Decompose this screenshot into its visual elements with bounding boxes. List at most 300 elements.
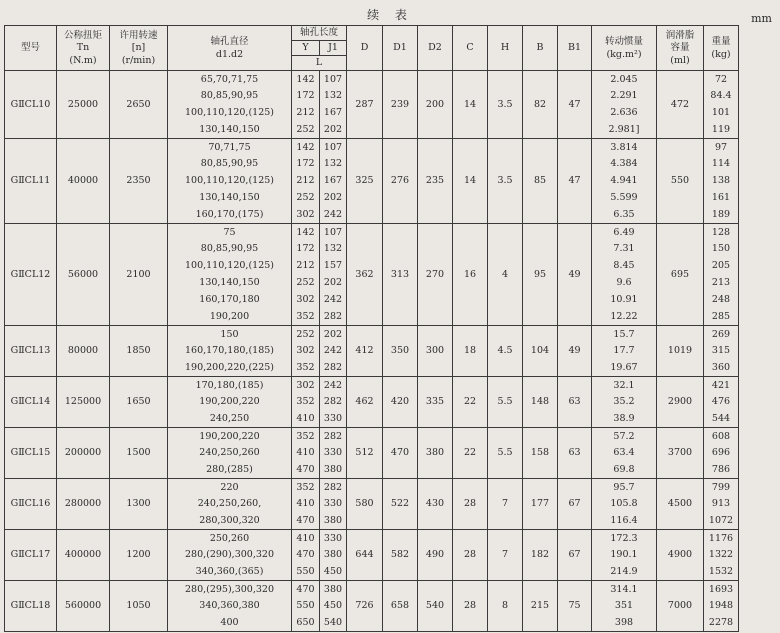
- cell-weight-line: 315: [711, 345, 731, 357]
- cell-y: [292, 428, 320, 479]
- cell-B: 215: [523, 581, 558, 632]
- header-length: 轴孔长度: [292, 26, 347, 41]
- cell-bore-line: 80,85,90,95: [200, 90, 259, 102]
- cell-inertia: [592, 530, 657, 581]
- header-D: D: [347, 26, 383, 71]
- cell-D: 362: [347, 224, 383, 326]
- cell-weight-line: 72: [714, 73, 728, 85]
- cell-H: 3.5: [488, 139, 523, 224]
- cell-y: [292, 581, 320, 632]
- cell-inertia-line: 214.9: [610, 565, 638, 577]
- cell-speed: 2350: [110, 139, 168, 224]
- cell-B1: 49: [558, 224, 592, 326]
- cell-B1: 63: [558, 377, 592, 428]
- cell-bore-line: 130,140,150: [199, 192, 260, 204]
- cell-j1-line: 282: [323, 430, 343, 442]
- cell-j1-line: 132: [323, 158, 343, 170]
- cell-weight-line: 205: [711, 260, 731, 272]
- cell-y-line: 252: [296, 277, 315, 289]
- cell-inertia: [592, 428, 657, 479]
- cell-D1: 470: [383, 428, 418, 479]
- cell-C: 14: [453, 139, 488, 224]
- cell-bore-line: 240,250,260: [199, 447, 260, 459]
- cell-weight-line: 119: [711, 123, 731, 135]
- cell-inertia-line: 314.1: [610, 583, 638, 595]
- cell-weight: [704, 377, 739, 428]
- cell-bore-line: 150: [220, 328, 239, 340]
- table-row: [5, 581, 739, 632]
- page-title: 续 表: [367, 8, 413, 22]
- cell-D1: 313: [383, 224, 418, 326]
- cell-y-line: 212: [296, 260, 315, 272]
- cell-H: 7: [488, 530, 523, 581]
- cell-y: [292, 326, 320, 377]
- cell-y-line: 302: [296, 345, 315, 357]
- cell-torque: 560000: [57, 581, 110, 632]
- cell-y-line: 352: [296, 396, 315, 408]
- cell-D1: 658: [383, 581, 418, 632]
- cell-D: 580: [347, 479, 383, 530]
- cell-D: 512: [347, 428, 383, 479]
- cell-H: 7: [488, 479, 523, 530]
- cell-model: GⅡCL17: [5, 530, 57, 581]
- header-torque: 公称扭矩 Tn (N.m): [57, 26, 110, 71]
- cell-B: 158: [523, 428, 558, 479]
- cell-y-line: 550: [296, 565, 315, 577]
- cell-B1: 67: [558, 530, 592, 581]
- cell-D2: 540: [418, 581, 453, 632]
- cell-B: 182: [523, 530, 558, 581]
- cell-j1-line: 380: [323, 549, 343, 561]
- cell-weight-line: 138: [711, 175, 731, 187]
- cell-speed: 1500: [110, 428, 168, 479]
- cell-bore: [168, 377, 292, 428]
- table-row: [5, 377, 739, 428]
- cell-inertia: [592, 479, 657, 530]
- cell-weight: [704, 139, 739, 224]
- table-row: [5, 428, 739, 479]
- cell-y-line: 352: [296, 430, 315, 442]
- table-row: [5, 139, 739, 224]
- cell-model: GⅡCL15: [5, 428, 57, 479]
- cell-y-line: 550: [296, 600, 315, 612]
- cell-bore-line: 170,180,(185): [195, 379, 264, 391]
- cell-weight-line: 101: [711, 107, 731, 119]
- cell-y-line: 650: [296, 616, 315, 628]
- cell-j1-line: 330: [323, 447, 343, 459]
- cell-y-line: 302: [296, 208, 315, 220]
- cell-inertia-line: 69.8: [613, 463, 635, 475]
- cell-bore-line: 220: [220, 481, 239, 493]
- cell-model: GⅡCL16: [5, 479, 57, 530]
- cell-j1-line: 202: [323, 192, 343, 204]
- cell-y-line: 172: [296, 243, 315, 255]
- cell-weight-line: 1176: [708, 532, 734, 544]
- cell-weight-line: 114: [711, 158, 731, 170]
- cell-torque: 200000: [57, 428, 110, 479]
- cell-weight-line: 189: [711, 208, 731, 220]
- cell-inertia-line: 8.45: [613, 260, 635, 272]
- cell-weight-line: 421: [711, 379, 731, 391]
- cell-weight-line: 269: [711, 328, 731, 340]
- cell-inertia: [592, 581, 657, 632]
- cell-bore-line: 190,200,220: [199, 396, 260, 408]
- cell-inertia-line: 190.1: [610, 549, 638, 561]
- cell-y: [292, 224, 320, 326]
- cell-grease: 4500: [657, 479, 704, 530]
- cell-D2: 300: [418, 326, 453, 377]
- cell-weight-line: 161: [711, 192, 731, 204]
- cell-inertia-line: 4.941: [610, 175, 638, 187]
- cell-inertia-line: 57.2: [613, 430, 635, 442]
- cell-bore-line: 130,140,150: [199, 277, 260, 289]
- cell-B1: 47: [558, 71, 592, 139]
- cell-j1-line: 540: [323, 616, 343, 628]
- cell-bore-line: 190,200,220: [199, 430, 260, 442]
- cell-inertia: [592, 326, 657, 377]
- cell-inertia-line: 35.2: [613, 396, 635, 408]
- cell-y-line: 410: [296, 498, 315, 510]
- header-C: C: [453, 26, 488, 71]
- cell-grease: 1019: [657, 326, 704, 377]
- cell-inertia-line: 351: [614, 600, 634, 612]
- cell-D2: 335: [418, 377, 453, 428]
- cell-y-line: 410: [296, 412, 315, 424]
- cell-y: [292, 377, 320, 428]
- cell-D: 412: [347, 326, 383, 377]
- cell-y-line: 142: [296, 141, 315, 153]
- cell-weight-line: 1693: [708, 583, 734, 595]
- cell-weight-line: 786: [711, 463, 731, 475]
- cell-inertia-line: 116.4: [610, 514, 638, 526]
- cell-j1: [320, 479, 347, 530]
- cell-inertia-line: 105.8: [610, 498, 638, 510]
- cell-grease: 3700: [657, 428, 704, 479]
- cell-j1-line: 282: [323, 310, 343, 322]
- cell-j1-line: 450: [323, 600, 343, 612]
- cell-B: 148: [523, 377, 558, 428]
- cell-weight-line: 544: [711, 412, 731, 424]
- cell-D: 325: [347, 139, 383, 224]
- cell-j1: [320, 139, 347, 224]
- cell-H: 5.5: [488, 377, 523, 428]
- cell-bore-line: 75: [223, 226, 236, 238]
- cell-D: 287: [347, 71, 383, 139]
- cell-speed: 2100: [110, 224, 168, 326]
- cell-D1: 582: [383, 530, 418, 581]
- cell-y-line: 302: [296, 379, 315, 391]
- cell-bore-line: 160,170,(175): [195, 208, 264, 220]
- cell-B: 95: [523, 224, 558, 326]
- cell-inertia-line: 7.31: [613, 243, 635, 255]
- cell-inertia-line: 19.67: [610, 361, 638, 373]
- cell-speed: 1050: [110, 581, 168, 632]
- cell-bore-line: 65,70,71,75: [200, 73, 259, 85]
- cell-torque: 400000: [57, 530, 110, 581]
- cell-weight-line: 476: [711, 396, 731, 408]
- cell-D: 726: [347, 581, 383, 632]
- cell-D2: 430: [418, 479, 453, 530]
- cell-j1-line: 107: [323, 73, 343, 85]
- cell-weight: [704, 581, 739, 632]
- cell-bore-line: 280,(290),300,320: [184, 549, 274, 561]
- cell-j1: [320, 71, 347, 139]
- cell-B: 85: [523, 139, 558, 224]
- table-row: [5, 71, 739, 139]
- cell-H: 4.5: [488, 326, 523, 377]
- cell-torque: 25000: [57, 71, 110, 139]
- cell-j1: [320, 377, 347, 428]
- cell-H: 8: [488, 581, 523, 632]
- cell-inertia: [592, 377, 657, 428]
- cell-B: 177: [523, 479, 558, 530]
- cell-bore-line: 280,300,320: [199, 514, 260, 526]
- cell-grease: 7000: [657, 581, 704, 632]
- cell-weight: [704, 428, 739, 479]
- cell-inertia-line: 32.1: [613, 379, 635, 391]
- cell-bore: [168, 326, 292, 377]
- cell-inertia: [592, 139, 657, 224]
- cell-weight-line: 213: [711, 277, 731, 289]
- header-length-y: Y: [292, 41, 320, 56]
- cell-weight-line: 799: [711, 481, 731, 493]
- cell-weight-line: 696: [711, 447, 731, 459]
- cell-speed: 2650: [110, 71, 168, 139]
- cell-inertia-line: 38.9: [613, 412, 635, 424]
- table-row: [5, 326, 739, 377]
- cell-model: GⅡCL11: [5, 139, 57, 224]
- cell-bore-line: 280,(295),300,320: [184, 583, 274, 595]
- cell-j1-line: 202: [323, 123, 343, 135]
- cell-y-line: 252: [296, 192, 315, 204]
- cell-D1: 350: [383, 326, 418, 377]
- cell-weight-line: 913: [711, 498, 731, 510]
- cell-C: 14: [453, 71, 488, 139]
- cell-inertia-line: 6.49: [613, 226, 635, 238]
- cell-y-line: 172: [296, 90, 315, 102]
- cell-y-line: 352: [296, 481, 315, 493]
- cell-bore-line: 280,(285): [206, 463, 253, 475]
- cell-j1-line: 202: [323, 328, 343, 340]
- cell-y-line: 142: [296, 226, 315, 238]
- cell-j1: [320, 428, 347, 479]
- cell-y: [292, 530, 320, 581]
- cell-y-line: 142: [296, 73, 315, 85]
- cell-H: 5.5: [488, 428, 523, 479]
- cell-weight: [704, 71, 739, 139]
- cell-weight: [704, 479, 739, 530]
- cell-weight-line: 285: [711, 310, 731, 322]
- cell-bore-line: 400: [220, 616, 239, 628]
- header-speed: 许用转速 [n] (r/min): [110, 26, 168, 71]
- cell-j1-line: 330: [323, 412, 343, 424]
- cell-bore-line: 100,110,120,(125): [184, 107, 274, 119]
- cell-j1-line: 330: [323, 498, 343, 510]
- cell-grease: 4900: [657, 530, 704, 581]
- cell-bore: [168, 71, 292, 139]
- cell-j1-line: 157: [323, 260, 343, 272]
- cell-speed: 1850: [110, 326, 168, 377]
- cell-y-line: 470: [296, 514, 315, 526]
- cell-weight-line: 608: [711, 430, 731, 442]
- cell-C: 18: [453, 326, 488, 377]
- cell-y-line: 352: [296, 361, 315, 373]
- cell-D2: 200: [418, 71, 453, 139]
- cell-weight-line: 1072: [708, 514, 734, 526]
- cell-j1-line: 380: [323, 514, 343, 526]
- cell-weight-line: 97: [714, 141, 728, 153]
- cell-bore-line: 100,110,120,(125): [184, 175, 274, 187]
- cell-y: [292, 479, 320, 530]
- cell-inertia-line: 4.384: [610, 158, 638, 170]
- cell-B: 104: [523, 326, 558, 377]
- cell-j1-line: 380: [323, 463, 343, 475]
- cell-bore-line: 70,71,75: [208, 141, 251, 153]
- cell-D2: 380: [418, 428, 453, 479]
- cell-H: 3.5: [488, 71, 523, 139]
- cell-grease: 695: [657, 224, 704, 326]
- header-grease: 润滑脂 容量 (ml): [657, 26, 704, 71]
- unit-label: mm: [751, 12, 772, 25]
- cell-inertia-line: 95.7: [613, 481, 635, 493]
- cell-j1-line: 330: [323, 532, 343, 544]
- header-B1: B1: [558, 26, 592, 71]
- cell-weight: [704, 224, 739, 326]
- cell-inertia-line: 10.91: [610, 293, 638, 305]
- cell-model: GⅡCL18: [5, 581, 57, 632]
- cell-inertia-line: 63.4: [613, 447, 635, 459]
- cell-y-line: 252: [296, 123, 315, 135]
- cell-weight-line: 248: [711, 293, 731, 305]
- cell-C: 22: [453, 428, 488, 479]
- cell-y-line: 212: [296, 175, 315, 187]
- cell-j1-line: 282: [323, 396, 343, 408]
- cell-j1-line: 107: [323, 141, 343, 153]
- header-length-j1: J1: [320, 41, 347, 56]
- cell-weight-line: 1532: [708, 565, 734, 577]
- cell-bore-line: 130,140,150: [199, 123, 260, 135]
- cell-D2: 235: [418, 139, 453, 224]
- cell-j1-line: 132: [323, 243, 343, 255]
- cell-j1-line: 242: [323, 208, 343, 220]
- cell-grease: 472: [657, 71, 704, 139]
- cell-model: GⅡCL10: [5, 71, 57, 139]
- cell-weight: [704, 326, 739, 377]
- cell-bore-line: 190,200,220,(225): [184, 361, 274, 373]
- header-H: H: [488, 26, 523, 71]
- cell-weight-line: 1322: [708, 549, 734, 561]
- cell-bore-line: 240,250: [209, 412, 250, 424]
- cell-j1-line: 132: [323, 90, 343, 102]
- cell-B: 82: [523, 71, 558, 139]
- cell-C: 28: [453, 581, 488, 632]
- cell-y-line: 302: [296, 293, 315, 305]
- table-row: [5, 224, 739, 326]
- cell-D1: 522: [383, 479, 418, 530]
- cell-grease: 550: [657, 139, 704, 224]
- cell-bore: [168, 479, 292, 530]
- table-row: [5, 479, 739, 530]
- cell-model: GⅡCL13: [5, 326, 57, 377]
- cell-y-line: 470: [296, 463, 315, 475]
- cell-inertia-line: 17.7: [613, 345, 635, 357]
- cell-B1: 75: [558, 581, 592, 632]
- cell-bore-line: 240,250,260,: [197, 498, 262, 510]
- cell-j1-line: 380: [323, 583, 343, 595]
- cell-bore-line: 340,360,380: [199, 600, 260, 612]
- cell-grease: 2900: [657, 377, 704, 428]
- cell-inertia-line: 9.6: [616, 277, 632, 289]
- cell-j1-line: 167: [323, 107, 343, 119]
- cell-y-line: 470: [296, 549, 315, 561]
- cell-bore: [168, 224, 292, 326]
- cell-inertia-line: 172.3: [610, 532, 638, 544]
- cell-bore-line: 160,170,180,(185): [184, 345, 274, 357]
- cell-model: GⅡCL14: [5, 377, 57, 428]
- cell-bore-line: 80,85,90,95: [200, 243, 259, 255]
- cell-j1-line: 242: [323, 345, 343, 357]
- cell-torque: 56000: [57, 224, 110, 326]
- cell-inertia-line: 5.599: [610, 192, 638, 204]
- cell-bore-line: 80,85,90,95: [200, 158, 259, 170]
- cell-bore: [168, 428, 292, 479]
- cell-bore: [168, 139, 292, 224]
- header-weight: 重量 (kg): [704, 26, 739, 71]
- cell-model: GⅡCL12: [5, 224, 57, 326]
- cell-j1-line: 107: [323, 226, 343, 238]
- cell-D: 644: [347, 530, 383, 581]
- cell-j1-line: 242: [323, 379, 343, 391]
- table-row: [5, 530, 739, 581]
- cell-weight-line: 2278: [708, 616, 734, 628]
- cell-y: [292, 71, 320, 139]
- header-D1: D1: [383, 26, 418, 71]
- cell-D2: 490: [418, 530, 453, 581]
- cell-y-line: 252: [296, 328, 315, 340]
- cell-bore: [168, 581, 292, 632]
- cell-inertia-line: 15.7: [613, 328, 635, 340]
- cell-H: 4: [488, 224, 523, 326]
- cell-bore-line: 340,360,(365): [195, 565, 264, 577]
- header-length-l: L: [292, 56, 347, 71]
- cell-speed: 1200: [110, 530, 168, 581]
- cell-y: [292, 139, 320, 224]
- cell-inertia-line: 6.35: [613, 208, 635, 220]
- cell-bore-line: 100,110,120,(125): [184, 260, 274, 272]
- cell-y-line: 410: [296, 447, 315, 459]
- cell-j1-line: 242: [323, 293, 343, 305]
- cell-j1-line: 282: [323, 481, 343, 493]
- cell-j1: [320, 224, 347, 326]
- cell-j1: [320, 530, 347, 581]
- header-bore: 轴孔直径 d1.d2: [168, 26, 292, 71]
- cell-weight-line: 84.4: [710, 90, 732, 102]
- cell-y-line: 470: [296, 583, 315, 595]
- cell-C: 16: [453, 224, 488, 326]
- header-B: B: [523, 26, 558, 71]
- cell-inertia-line: 2.291: [610, 90, 638, 102]
- cell-weight-line: 1948: [708, 600, 734, 612]
- cell-inertia: [592, 71, 657, 139]
- cell-j1: [320, 581, 347, 632]
- cell-y-line: 410: [296, 532, 315, 544]
- cell-D: 462: [347, 377, 383, 428]
- cell-y-line: 212: [296, 107, 315, 119]
- cell-torque: 280000: [57, 479, 110, 530]
- cell-D1: 276: [383, 139, 418, 224]
- cell-bore-line: 160,170,180: [199, 293, 260, 305]
- cell-D2: 270: [418, 224, 453, 326]
